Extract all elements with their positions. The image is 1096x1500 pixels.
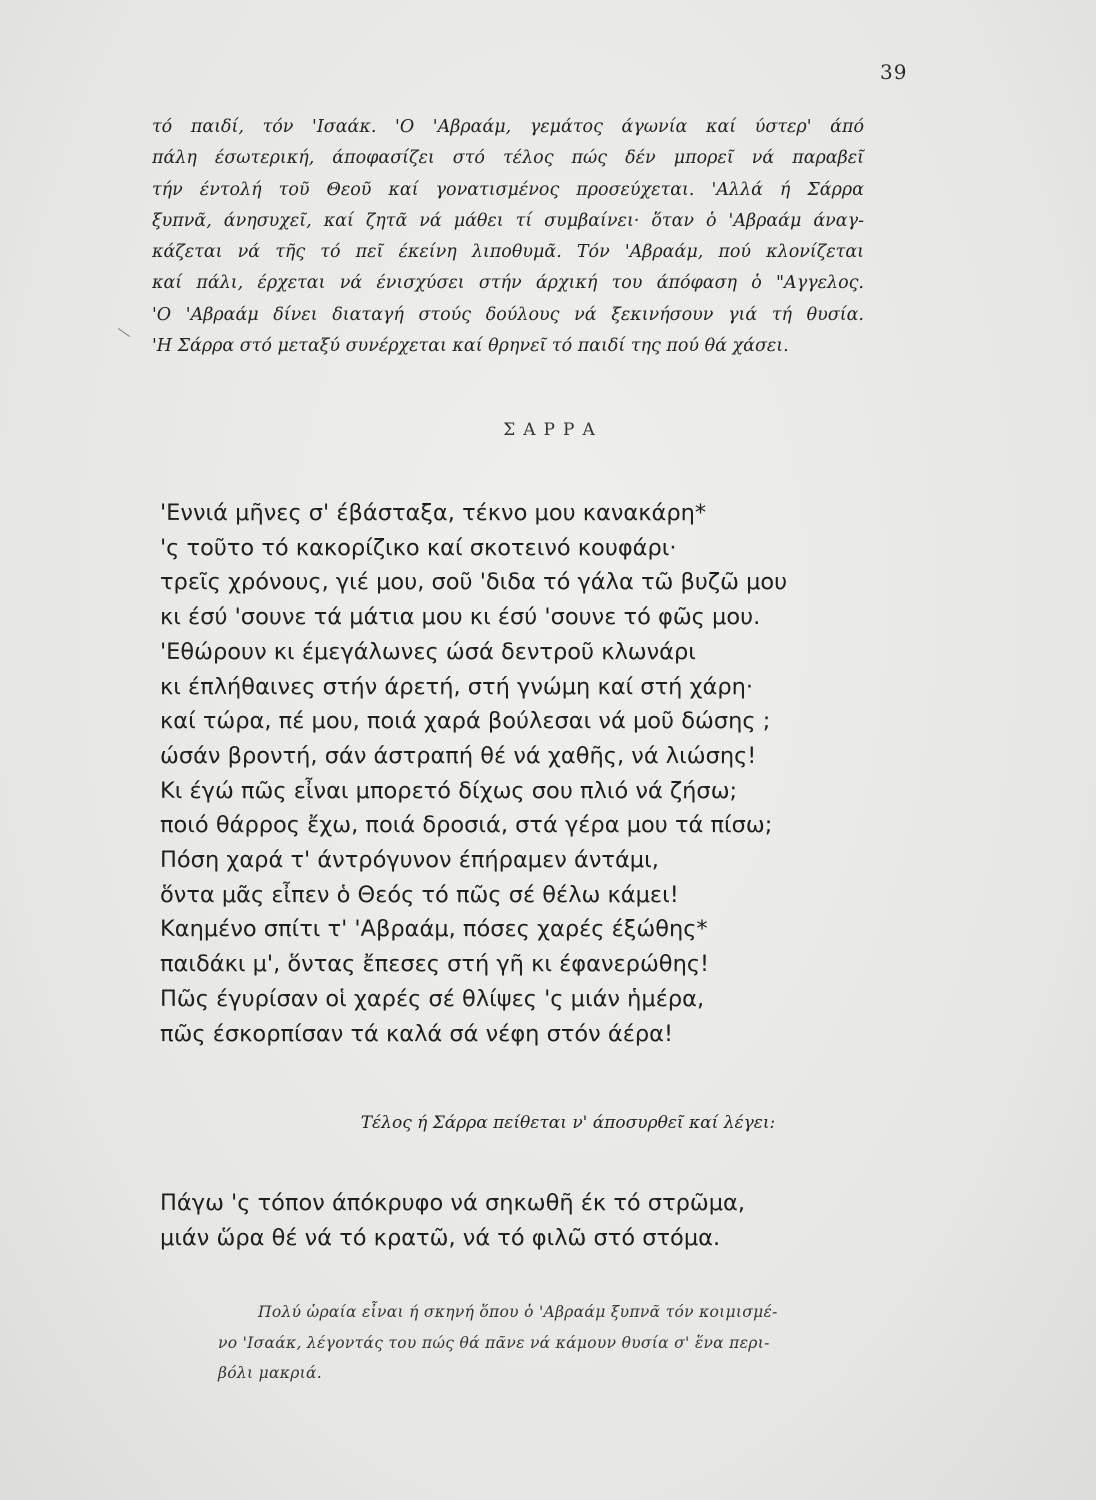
intro-line: 'Η Σάρρα στό μεταξύ συνέρχεται καί θρηνεῖ τό παιδί της πού θά χάσει. <box>152 336 789 357</box>
verse-line: ποιό θάρρος ἔχω, ποιά δροσιά, στά γέρα μου τά πίσω; <box>160 812 773 839</box>
note-line: νο 'Ισαάκ, λέγοντάς του πώς θά πᾶνε νά κάμουν θυσία σ' ἕνα περι- <box>218 1333 770 1352</box>
verse-line: 'Εννιά μῆνες σ' έβάσταξα, τέκνο μου κανακάρη* <box>160 500 707 526</box>
intro-line: τήν έντολή τοῦ Θεοῦ καί γονατισμένος προσεύχεται. 'Αλλά ή Σάρρα <box>152 179 864 200</box>
intro-line: πάλη έσωτερική, άποφασίζει στό τέλος πώς δέν μπορεῖ νά παραβεῖ <box>152 148 864 169</box>
verse-line: πῶς έσκορπίσαν τά καλά σά νέφη στόν άέρα! <box>160 1020 674 1047</box>
note-line: βόλι μακριά. <box>218 1364 323 1382</box>
poem-main <box>160 496 880 1051</box>
verse-line: κι έσύ 'σουνε τά μάτια μου κι έσύ 'σουνε τό φῶς μου. <box>160 604 761 631</box>
verse-line: μιάν ὥρα θέ νά τό κρατῶ, νά τό φιλῶ στό στόμα. <box>160 1224 721 1251</box>
verse-line: ώσάν βροντή, σάν άστραπή θέ νά χαθῆς, νά λιώσης! <box>160 742 757 769</box>
verse-line: Καημένο σπίτι τ' 'Αβραάμ, πόσες χαρές έξώθης* <box>160 916 708 943</box>
note-line: Πολύ ὡραία εἶναι ή σκηνή ὅπου ὁ 'Αβραάμ ξυπνᾶ τόν κοιμισμέ- <box>258 1303 778 1321</box>
verse-line: Πῶς έγυρίσαν οἱ χαρές σέ θλίψες 'ς μιάν ἡμέρα, <box>160 985 705 1012</box>
verse-line: Πάγω 'ς τόπον άπόκρυφο νά σηκωθῆ έκ τό στρῶμα, <box>160 1190 746 1216</box>
verse-line: παιδάκι μ', ὅντας ἔπεσες στή γῆ κι έφανερώθης! <box>160 951 710 978</box>
verse-line: Πόση χαρά τ' άντρόγυνον έπήραμεν άντάμι, <box>160 847 659 874</box>
page-number: 39 <box>880 60 908 84</box>
verse-line: καί τώρα, πέ μου, ποιά χαρά βούλεσαι νά μοῦ δώσης ; <box>160 708 771 735</box>
margin-pencil-mark <box>118 328 130 337</box>
verse-line: ὅντα μᾶς εἶπεν ὁ Θεός τό πῶς σέ θέλω κάμει! <box>160 881 679 908</box>
speaker-heading: ΣΑΡΡΑ <box>503 420 603 440</box>
intro-line: 'Ο 'Αβραάμ δίνει διαταγή στούς δούλους νά ξεκινήσουν γιά τή θυσία. <box>152 304 864 325</box>
commentary-note <box>218 1297 936 1389</box>
verse-line: 'Εθώρουν κι έμεγάλωνες ώσά δεντροῦ κλωνάρι <box>160 638 696 665</box>
verse-line: τρεῖς χρόνους, γιέ μου, σοῦ 'διδα τό γάλα τῶ βυζῶ μου <box>160 569 788 596</box>
verse-line: κι έπλήθαινες στήν άρετή, στή γνώμη καί στή χάρη· <box>160 673 754 700</box>
intro-line: τό παιδί, τόν 'Ισαάκ. 'Ο 'Αβραάμ, γεμάτος άγωνία καί ύστερ' άπό <box>152 117 864 137</box>
poem-closing <box>160 1186 880 1255</box>
stage-direction: Τέλος ή Σάρρα πείθεται ν' άποσυρθεῖ καί λέγει: <box>360 1113 776 1133</box>
intro-line: κάζεται νά τῆς τό πεῖ έκείνη λιποθυμᾶ. Τόν 'Αβραάμ, πού κλονίζεται <box>152 242 864 263</box>
verse-line: 'ς τοῦτο τό κακορίζικο καί σκοτεινό κουφάρι· <box>160 534 677 561</box>
intro-line: ξυπνᾶ, άνησυχεῖ, καί ζητᾶ νά μάθει τί συμβαίνει· ὅταν ὁ 'Αβραάμ άναγ- <box>152 210 864 231</box>
intro-line: καί πάλι, έρχεται νά ένισχύσει στήν άρχική του άπόφαση ὁ "Αγγελος. <box>152 273 864 294</box>
intro-paragraph <box>152 112 864 362</box>
verse-line: Κι έγώ πῶς εἶναι μπορετό δίχως σου πλιό νά ζήσω; <box>160 777 738 804</box>
